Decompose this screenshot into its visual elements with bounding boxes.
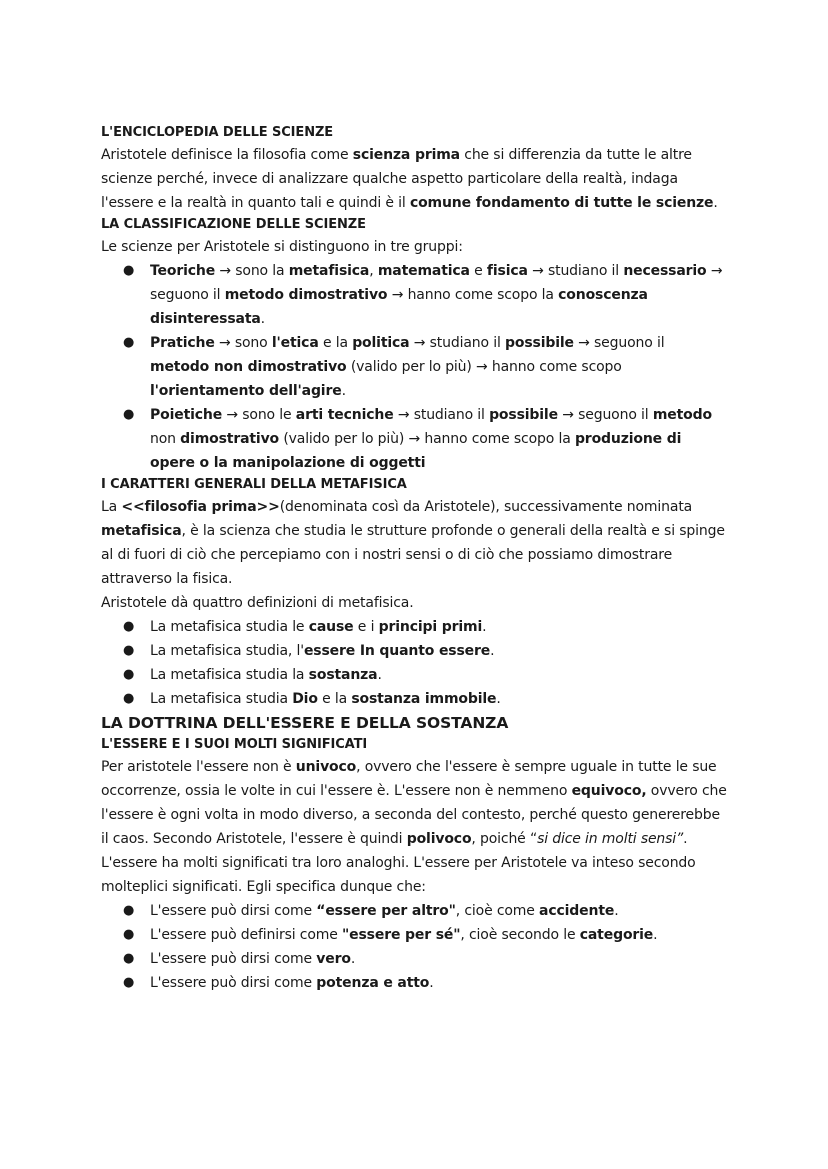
- bullet-icon: ●: [123, 407, 135, 422]
- bullet-icon: ●: [123, 619, 135, 634]
- list-item: ● L'essere può dirsi come potenza e atto.: [150, 971, 727, 995]
- paragraph-classificazione-intro: Le scienze per Aristotele si distinguono in tre gruppi:: [101, 239, 463, 255]
- heading-dottrina-essere: LA DOTTRINA DELL'ESSERE E DELLA SOSTANZA: [101, 714, 509, 732]
- list-item-pratiche: ● Pratiche → sono l'etica e la politica → studiano il possibile → seguono il metodo non dimostrativo (valido per lo più) → hanno come scopo l'orientamento dell'agire.: [150, 331, 727, 403]
- list-item: ● L'essere può dirsi come “essere per altro", cioè come accidente.: [150, 899, 727, 923]
- bullet-icon: ●: [123, 903, 135, 918]
- list-item: ● La metafisica studia le cause e i principi primi.: [150, 615, 727, 639]
- list-definizioni-metafisica: [101, 615, 727, 711]
- list-item: ● La metafisica studia, l'essere In quanto essere.: [150, 639, 727, 663]
- list-item: ● La metafisica studia Dio e la sostanza immobile.: [150, 687, 727, 711]
- bullet-icon: ●: [123, 927, 135, 942]
- paragraph-filosofia-prima: La <<filosofia prima>>(denominata così da Aristotele), successivamente nominata metafisica, è la scienza che studia le strutture profonde o generali della realtà e si spinge al di fuori di ciò che percepiamo con i nostri sensi o di ciò che possiamo dimostrare attraverso la fisica.: [101, 499, 725, 587]
- list-item: ● La metafisica studia la sostanza.: [150, 663, 727, 687]
- heading-enciclopedia: L'ENCICLOPEDIA DELLE SCIENZE: [101, 125, 334, 140]
- bullet-icon: ●: [123, 667, 135, 682]
- heading-classificazione: LA CLASSIFICAZIONE DELLE SCIENZE: [101, 217, 366, 232]
- bullet-icon: ●: [123, 951, 135, 966]
- list-item: ● L'essere può definirsi come "essere per sé", cioè secondo le categorie.: [150, 923, 727, 947]
- list-item: ● L'essere può dirsi come vero.: [150, 947, 727, 971]
- paragraph-essere-polivoco: Per aristotele l'essere non è univoco, ovvero che l'essere è sempre uguale in tutte le sue occorrenze, ossia le volte in cui l'essere è. L'essere non è nemmeno equivoco, ovvero che l'essere è ogni volta in modo diverso, a seconda del contesto, perché questo genererebbe il caos. Secondo Aristotele, l'essere è quindi polivoco, poiché “si dice in molti sensi”.: [101, 759, 727, 847]
- bullet-icon: ●: [123, 335, 135, 350]
- subheading-essere-significati: L'ESSERE E I SUOI MOLTI SIGNIFICATI: [101, 737, 368, 752]
- paragraph-significati-analoghi: L'essere ha molti significati tra loro analoghi. L'essere per Aristotele va inteso secondo molteplici significati. Egli specifica dunque che:: [101, 855, 696, 895]
- bullet-icon: ●: [123, 975, 135, 990]
- bullet-icon: ●: [123, 643, 135, 658]
- document-content: [101, 123, 727, 995]
- list-item-teoriche: ● Teoriche → sono la metafisica, matematica e fisica → studiano il necessario → seguono il metodo dimostrativo → hanno come scopo la conoscenza disinteressata.: [150, 259, 727, 331]
- list-significati-essere: [101, 899, 727, 995]
- list-item-poietiche: ● Poietiche → sono le arti tecniche → studiano il possibile → seguono il metodo non dimostrativo (valido per lo più) → hanno come scopo la produzione di opere o la manipolazione di oggetti: [150, 403, 727, 475]
- bullet-icon: ●: [123, 263, 135, 278]
- heading-caratteri-metafisica: I CARATTERI GENERALI DELLA METAFISICA: [101, 477, 407, 492]
- bullet-icon: ●: [123, 691, 135, 706]
- list-gruppi-scienze: [101, 259, 727, 475]
- paragraph-quattro-definizioni: Aristotele dà quattro definizioni di metafisica.: [101, 595, 414, 611]
- paragraph-enciclopedia: Aristotele definisce la filosofia come scienza prima che si differenzia da tutte le altre scienze perché, invece di analizzare qualche aspetto particolare della realtà, indaga l'essere e la realtà in quanto tali e quindi è il comune fondamento di tutte le scienze.: [101, 147, 718, 211]
